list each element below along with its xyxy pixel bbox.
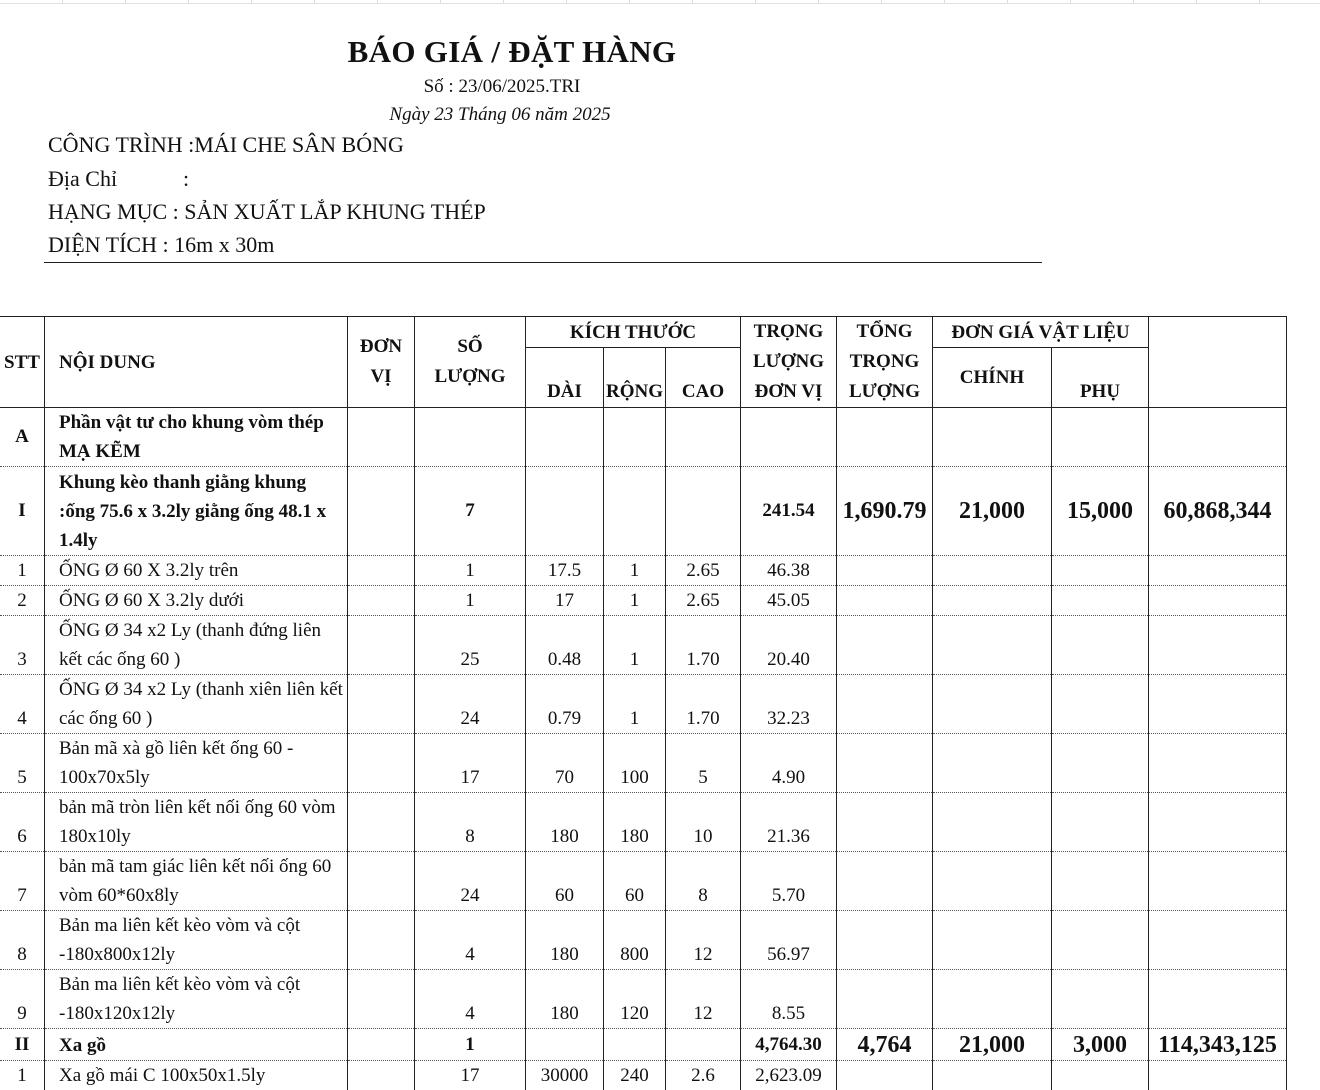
table-row: A Phần vật tư cho khung vòm thép MẠ KẼM bbox=[0, 408, 1287, 467]
area: DIỆN TÍCH : 16m x 30m bbox=[48, 232, 274, 258]
col-phu: PHỤ bbox=[1052, 348, 1149, 408]
header-divider bbox=[44, 262, 1042, 263]
col-thanh-tien bbox=[1149, 317, 1287, 408]
col-chinh: CHÍNH bbox=[933, 348, 1052, 408]
table-row: 7 bản mã tam giác liên kết nối ống 60 vòm 60*60x8ly 24 60 60 8 5.70 bbox=[0, 852, 1287, 911]
table-row: 4 ỐNG Ø 34 x2 Ly (thanh xiên liên kết các ống 60 ) 24 0.79 1 1.70 32.23 bbox=[0, 675, 1287, 734]
col-cao: CAO bbox=[666, 348, 741, 408]
col-don-vi: ĐƠN VỊ bbox=[348, 317, 415, 408]
table-row: 3 ỐNG Ø 34 x2 Ly (thanh đứng liên kết các ống 60 ) 25 0.48 1 1.70 20.40 bbox=[0, 616, 1287, 675]
document-number: Số : 23/06/2025.TRI bbox=[0, 76, 1004, 98]
col-kich-thuoc: KÍCH THƯỚC bbox=[526, 317, 741, 348]
table-row: 5 Bản mã xà gồ liên kết ống 60 - 100x70x5ly 17 70 100 5 4.90 bbox=[0, 734, 1287, 793]
table-row: 2 ỐNG Ø 60 X 3.2ly dưới 1 17 1 2.65 45.05 bbox=[0, 586, 1287, 616]
col-don-gia-vat-lieu: ĐƠN GIÁ VẬT LIỆU bbox=[933, 317, 1149, 348]
table-row: II Xa gồ 1 4,764.30 4,764 21,000 3,000 114,343,125 bbox=[0, 1029, 1287, 1061]
table-row: 6 bản mã tròn liên kết nối ống 60 vòm 180x10ly 8 180 180 10 21.36 bbox=[0, 793, 1287, 852]
col-trong-luong-don-vi: TRỌNG LƯỢNG ĐƠN VỊ bbox=[741, 317, 837, 408]
table-row: I Khung kèo thanh giằng khung :ống 75.6 x 3.2ly giằng ống 48.1 x 1.4ly 7 241.54 1,690.79 21,000 15,000 60,868,344 bbox=[0, 467, 1287, 556]
col-so-luong: SỐ LƯỢNG bbox=[415, 317, 526, 408]
spreadsheet-column-ruler bbox=[0, 0, 1320, 4]
col-tong-trong-luong: TỔNG TRỌNG LƯỢNG bbox=[837, 317, 933, 408]
project-name: CÔNG TRÌNH :MÁI CHE SÂN BÓNG bbox=[48, 132, 404, 158]
col-dai: DÀI bbox=[526, 348, 604, 408]
document-date: Ngày 23 Tháng 06 năm 2025 bbox=[0, 104, 1000, 126]
col-noi-dung: NỘI DUNG bbox=[45, 317, 348, 408]
project-address: Địa Chỉ : bbox=[48, 166, 189, 192]
table-body bbox=[0, 408, 1287, 1090]
table-row: 1 Xa gồ mái C 100x50x1.5ly 17 30000 240 2.6 2,623.09 bbox=[0, 1061, 1287, 1090]
col-stt: STT bbox=[0, 317, 45, 408]
table-row: 9 Bản ma liên kết kèo vòm và cột -180x120x12ly 4 180 120 12 8.55 bbox=[0, 970, 1287, 1029]
quotation-table bbox=[0, 316, 1287, 1090]
work-item: HẠNG MỤC : SẢN XUẤT LẮP KHUNG THÉP bbox=[48, 199, 486, 225]
document-title: BÁO GIÁ / ĐẶT HÀNG bbox=[0, 34, 1024, 70]
col-rong: RỘNG bbox=[604, 348, 666, 408]
table-row: 8 Bản ma liên kết kèo vòm và cột -180x800x12ly 4 180 800 12 56.97 bbox=[0, 911, 1287, 970]
table-row: 1 ỐNG Ø 60 X 3.2ly trên 1 17.5 1 2.65 46.38 bbox=[0, 556, 1287, 586]
table-header bbox=[0, 317, 1287, 408]
